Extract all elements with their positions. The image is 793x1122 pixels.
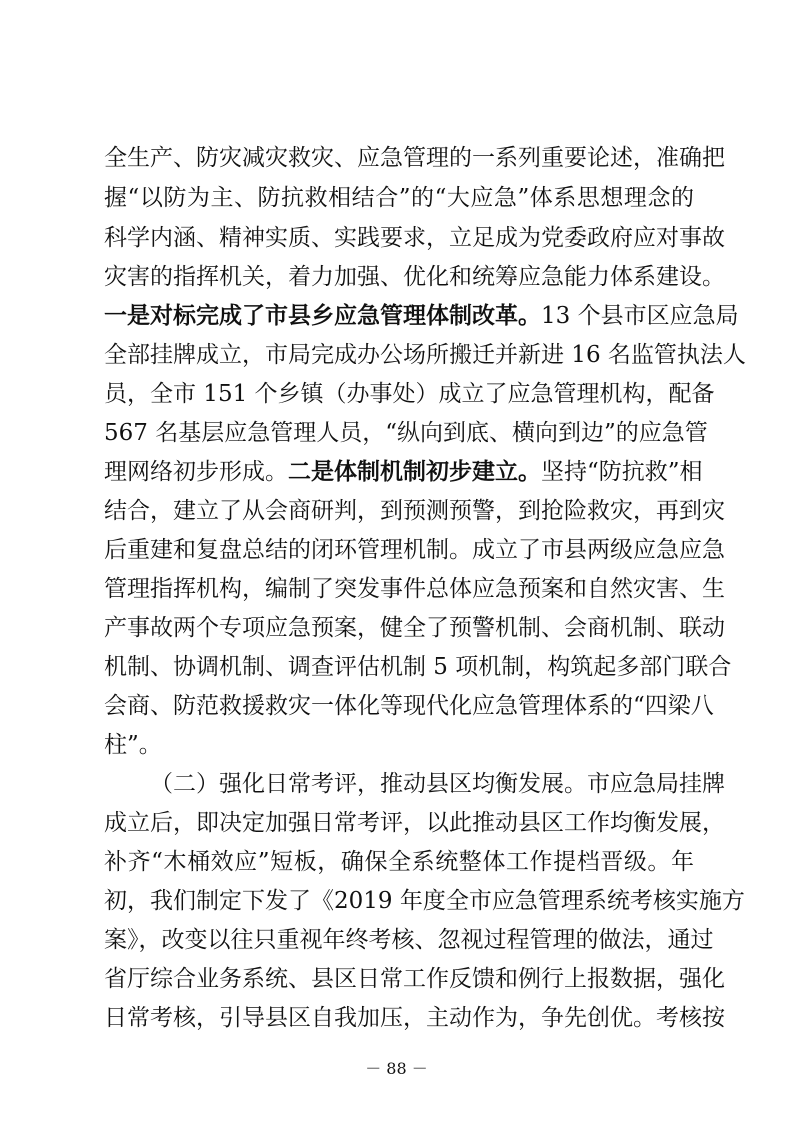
text-run: 理网络初步形成。 xyxy=(104,459,288,485)
body-line-15 xyxy=(104,686,714,726)
body-line-10 xyxy=(104,491,725,531)
text-run: 会商、防范救援救灾一体化等现代化应急管理体系的“四梁八 xyxy=(104,693,714,719)
body-line-13 xyxy=(104,608,725,648)
text-run: 13 个县市区应急局 xyxy=(541,303,739,329)
text-run: 灾害的指挥机关，着力加强、优化和统筹应急能力体系建设。 xyxy=(104,264,725,290)
body-line-5 xyxy=(104,296,739,336)
bold-heading-run: 一是对标完成了市县乡应急管理体制改革。 xyxy=(104,302,541,329)
body-line-7 xyxy=(104,374,715,414)
text-run: 567 名基层应急管理人员，“纵向到底、横向到边”的应急管 xyxy=(104,420,708,446)
body-line-17 xyxy=(150,764,725,804)
body-line-2 xyxy=(104,178,694,218)
body-line-19 xyxy=(104,842,694,882)
section-heading-run: （二）强化日常考评，推动县区均衡发展。市应急局挂牌 xyxy=(150,771,725,797)
text-run: 省厅综合业务系统、县区日常工作反馈和例行上报数据，强化 xyxy=(104,966,725,992)
text-run: 坚持“防抗救”相 xyxy=(541,459,703,485)
body-line-4 xyxy=(104,257,725,297)
body-line-21 xyxy=(104,920,714,960)
body-line-3 xyxy=(104,218,725,258)
body-line-14 xyxy=(104,647,732,687)
body-line-18 xyxy=(104,803,725,843)
text-run: 案》，改变以往只重视年终考核、忽视过程管理的做法，通过 xyxy=(104,927,714,953)
text-run: 柱”。 xyxy=(104,732,162,758)
text-run: 成立后，即决定加强日常考评，以此推动县区工作均衡发展， xyxy=(104,810,725,836)
text-run: 后重建和复盘总结的闭环管理机制。成立了市县两级应急应急 xyxy=(104,537,725,563)
bold-heading-run: 二是体制机制初步建立。 xyxy=(288,458,541,485)
text-run: 管理指挥机构，编制了突发事件总体应急预案和自然灾害、生 xyxy=(104,576,725,602)
body-line-6 xyxy=(104,335,746,375)
text-run: 员，全市 151 个乡镇（办事处）成立了应急管理机构，配备 xyxy=(104,381,715,407)
body-line-11 xyxy=(104,530,725,570)
text-run: 全部挂牌成立，市局完成办公场所搬迁并新进 16 名监管执法人 xyxy=(104,342,746,368)
body-line-1 xyxy=(104,138,725,178)
text-run: 科学内涵、精神实质、实践要求，立足成为党委政府应对事故 xyxy=(104,225,725,251)
page-number: － 88 － xyxy=(365,1059,428,1078)
text-run: 全生产、防灾减灾救灾、应急管理的一系列重要论述，准确把 xyxy=(104,145,725,171)
text-run: 日常考核，引导县区自我加压，主动作为，争先创优。考核按 xyxy=(104,1005,725,1031)
text-run: 产事故两个专项应急预案，健全了预警机制、会商机制、联动 xyxy=(104,615,725,641)
text-run: 初，我们制定下发了《2019 年度全市应急管理系统考核实施方 xyxy=(104,888,745,914)
body-line-12 xyxy=(104,569,725,609)
body-line-22 xyxy=(104,959,725,999)
body-line-8 xyxy=(104,413,708,453)
body-line-23 xyxy=(104,998,725,1038)
body-line-9 xyxy=(104,452,703,492)
text-run: 结合，建立了从会商研判，到预测预警，到抢险救灾，再到灾 xyxy=(104,498,725,524)
text-run: 握“以防为主、防抗救相结合”的“大应急”体系思想理念的 xyxy=(104,185,694,211)
body-line-16 xyxy=(104,725,694,765)
body-line-20 xyxy=(104,881,745,921)
text-run: 补齐“木桶效应”短板，确保全系统整体工作提档晋级。年 xyxy=(104,849,694,875)
text-run: 机制、协调机制、调查评估机制 5 项机制，构筑起多部门联合 xyxy=(104,654,732,680)
